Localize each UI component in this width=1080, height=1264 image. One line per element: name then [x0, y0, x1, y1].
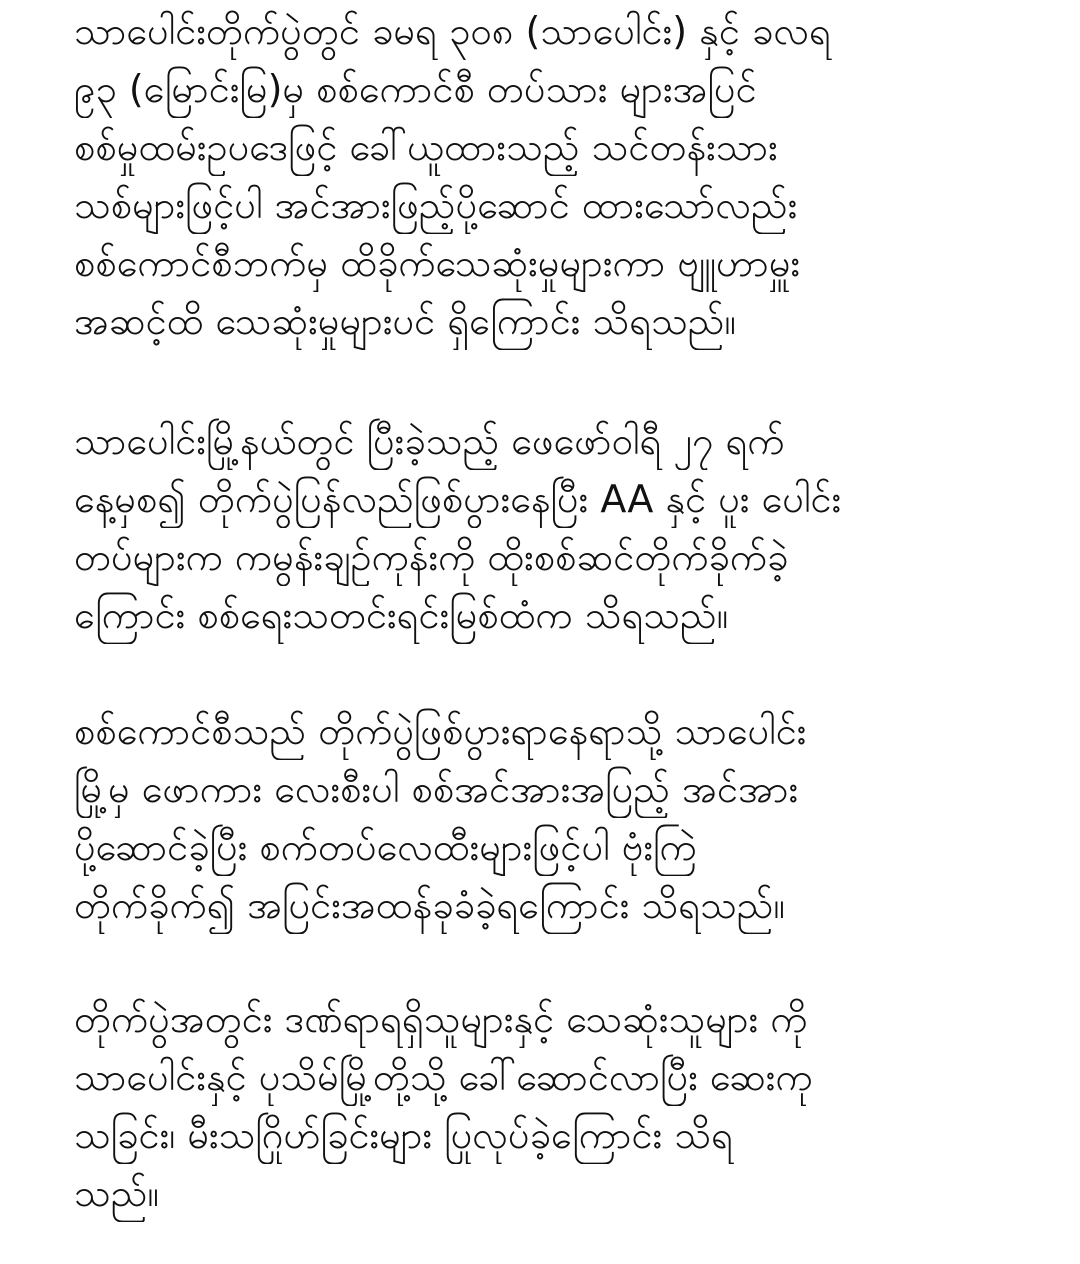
text-line: မြို့မှ ဖောကား လေးစီးပါ စစ်အင်အားအပြည့် အင်အား	[74, 767, 799, 811]
paragraph-1	[74, 2, 1034, 350]
article-body	[74, 0, 1034, 1264]
text-line: ၉၃ (မြောင်းမြ)မှ စစ်ကောင်စီ တပ်သား များအပြင်	[74, 67, 757, 111]
paragraph-2	[74, 412, 1034, 644]
text-line: တိုက်ခိုက်၍ အပြင်းအထန်ခုခံခဲ့ရကြောင်း သိရသည်။	[74, 883, 786, 927]
text-line: စစ်ကောင်စီဘက်မှ ထိခိုက်သေဆုံးမှုများကာ ဗျူဟာမှူး	[74, 241, 801, 285]
text-line: သာပေါင်းတိုက်ပွဲတွင် ခမရ ၃၀၈ (သာပေါင်း) နှင့် ခလရ	[74, 9, 831, 53]
text-line: တပ်များက ကမွန်းချဉ်ကုန်းကို ထိုးစစ်ဆင်တိုက်ခိုက်ခဲ့	[74, 535, 789, 579]
text-line: နေ့မှစ၍ တိုက်ပွဲပြန်လည်ဖြစ်ပွားနေပြီး AA နှင့် ပူး ပေါင်း	[74, 477, 842, 521]
text-line: သာပေါင်းနှင့် ပုသိမ်မြို့တို့သို့ ခေါ်ဆောင်လာပြီး ဆေးကု	[74, 1055, 813, 1099]
text-line: သည်။	[74, 1171, 159, 1215]
text-line: ကြောင်း စစ်ရေးသတင်းရင်းမြစ်ထံက သိရသည်။	[74, 593, 729, 637]
text-line: သခြင်း၊ မီးသဂြိုဟ်ခြင်းများ ပြုလုပ်ခဲ့ကြောင်း သိရ	[74, 1113, 733, 1157]
text-line: ပို့ဆောင်ခဲ့ပြီး စက်တပ်လေထီးများဖြင့်ပါ ဗုံးကြဲ	[74, 825, 697, 869]
text-line: သာပေါင်းမြို့နယ်တွင် ပြီးခဲ့သည့် ဖေဖော်ဝါရီ ၂၇ ရက်	[74, 419, 785, 463]
text-line: အဆင့်ထိ သေဆုံးမှုများပင် ရှိကြောင်း သိရသည်။	[74, 299, 737, 343]
text-line: သစ်များဖြင့်ပါ အင်အားဖြည့်ပို့ဆောင် ထားသော်လည်း	[74, 183, 798, 227]
paragraph-3	[74, 702, 1034, 934]
text-line: စစ်မှုထမ်းဥပဒေဖြင့် ခေါ်ယူထားသည့် သင်တန်းသား	[74, 125, 778, 169]
text-line: တိုက်ပွဲအတွင်း ဒဏ်ရာရရှိသူများနှင့် သေဆုံးသူများ ကို	[74, 997, 808, 1041]
text-line: စစ်ကောင်စီသည် တိုက်ပွဲဖြစ်ပွားရာနေရာသို့ သာပေါင်း	[74, 709, 807, 753]
paragraph-4	[74, 990, 1034, 1222]
